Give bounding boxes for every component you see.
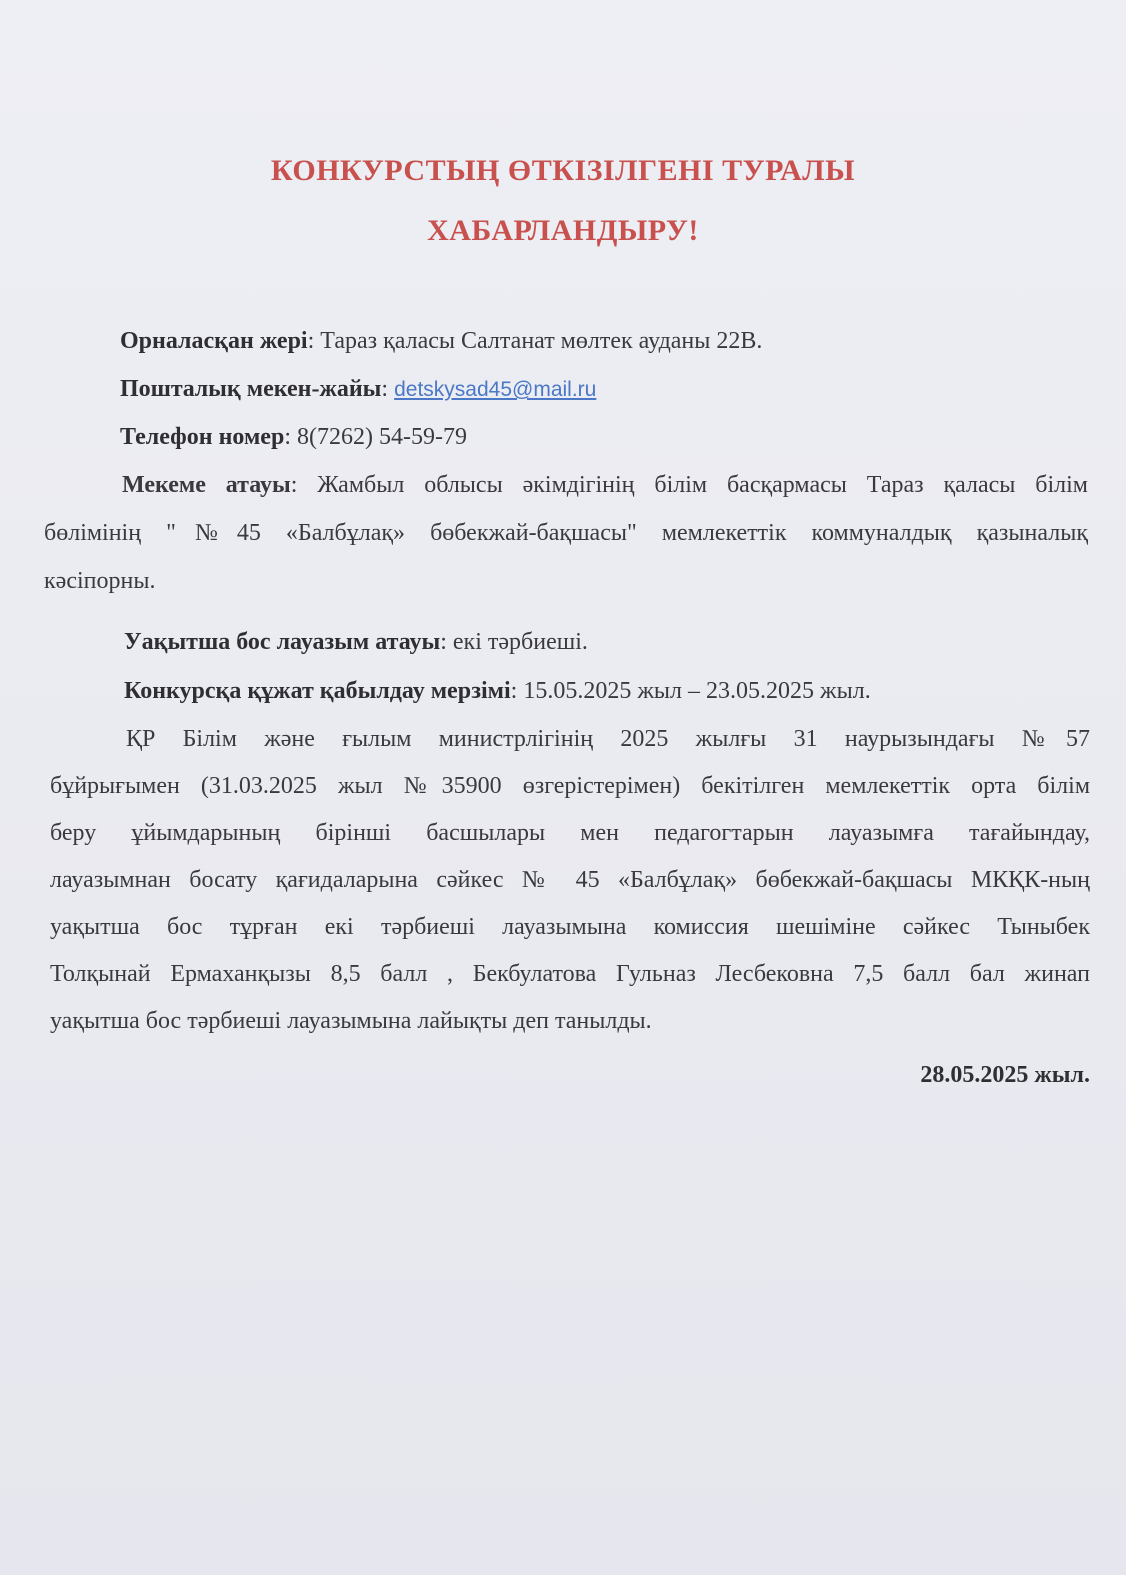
- document-date: 28.05.2025 жыл.: [920, 1062, 1090, 1088]
- document-title-line-1: КОНКУРСТЫҢ ӨТКІЗІЛГЕНІ ТУРАЛЫ: [270, 154, 856, 187]
- phone-value: : 8(7262) 54-59-79: [284, 424, 467, 450]
- organization-value-1: : Жамбыл облысы әкімдігінің білім басқармасы Тараз қаласы білім: [290, 472, 1088, 498]
- postal-line: [120, 374, 596, 405]
- location-value: : Тараз қаласы Салтанат мөлтек ауданы 22В.: [307, 328, 763, 354]
- body-row-6: Толқынай Ермаханқызы 8,5 балл , Бекбулатова Гульназ Лесбековна 7,5 балл бал жинап: [50, 961, 1090, 987]
- postal-label: Поштaлық мекен-жайы: [120, 376, 382, 402]
- body-row-1: ҚР Білім және ғылым министрлігінің 2025 жылғы 31 наурызындағы №57: [126, 726, 1090, 752]
- location-line: [120, 326, 762, 356]
- body-row-7: уақытша бос тәрбиеші лауазымына лайықты деп танылды.: [50, 1008, 652, 1034]
- body-row-4: лауазымнан босату қағидаларына сәйкес № 45 «Балбұлақ» бөбекжай-бақшасы МКҚК-ның: [50, 867, 1090, 893]
- position-value: : екі тәрбиеші.: [440, 629, 588, 655]
- body-row-5: уақытша бос тұрған екі тәрбиеші лауазымына комиссия шешіміне сәйкес Тыныбек: [50, 914, 1090, 940]
- email-link[interactable]: detskysad45@mail.ru: [394, 378, 597, 401]
- position-line: [124, 627, 588, 657]
- organization-line-3: кәсіпорны.: [44, 568, 156, 594]
- body-row-3: беру ұйымдарының бірінші басшылары мен педагогтарын лауазымға тағайындау,: [50, 820, 1090, 846]
- position-label: Уақытша бос лауазым атауы: [124, 629, 441, 655]
- document-title-line-2: ХАБАРЛАНДЫРУ!: [427, 214, 699, 247]
- body-paragraph: [50, 724, 1090, 1053]
- organization-line-2: бөлімінің "№45 «Балбұлақ» бөбекжай-бақшасы" мемлекеттік коммуналдық қазыналық: [44, 520, 1088, 546]
- organization-line-1: [122, 470, 1088, 500]
- period-value: : 15.05.2025 жыл – 23.05.2025 жыл.: [510, 678, 871, 704]
- period-label: Конкурсқа құжат қабылдау мерзімі: [124, 678, 511, 704]
- period-line: [124, 676, 871, 706]
- phone-line: [120, 422, 467, 452]
- phone-label: Телефон номер: [120, 424, 285, 450]
- postal-separator: :: [381, 376, 395, 402]
- organization-label: Мекеме атауы: [122, 472, 291, 498]
- location-label: Орналасқан жері: [120, 328, 308, 354]
- body-row-2: бұйрығымен (31.03.2025 жыл №35900 өзгерістерімен) бекітілген мемлекеттік орта білім: [50, 773, 1090, 799]
